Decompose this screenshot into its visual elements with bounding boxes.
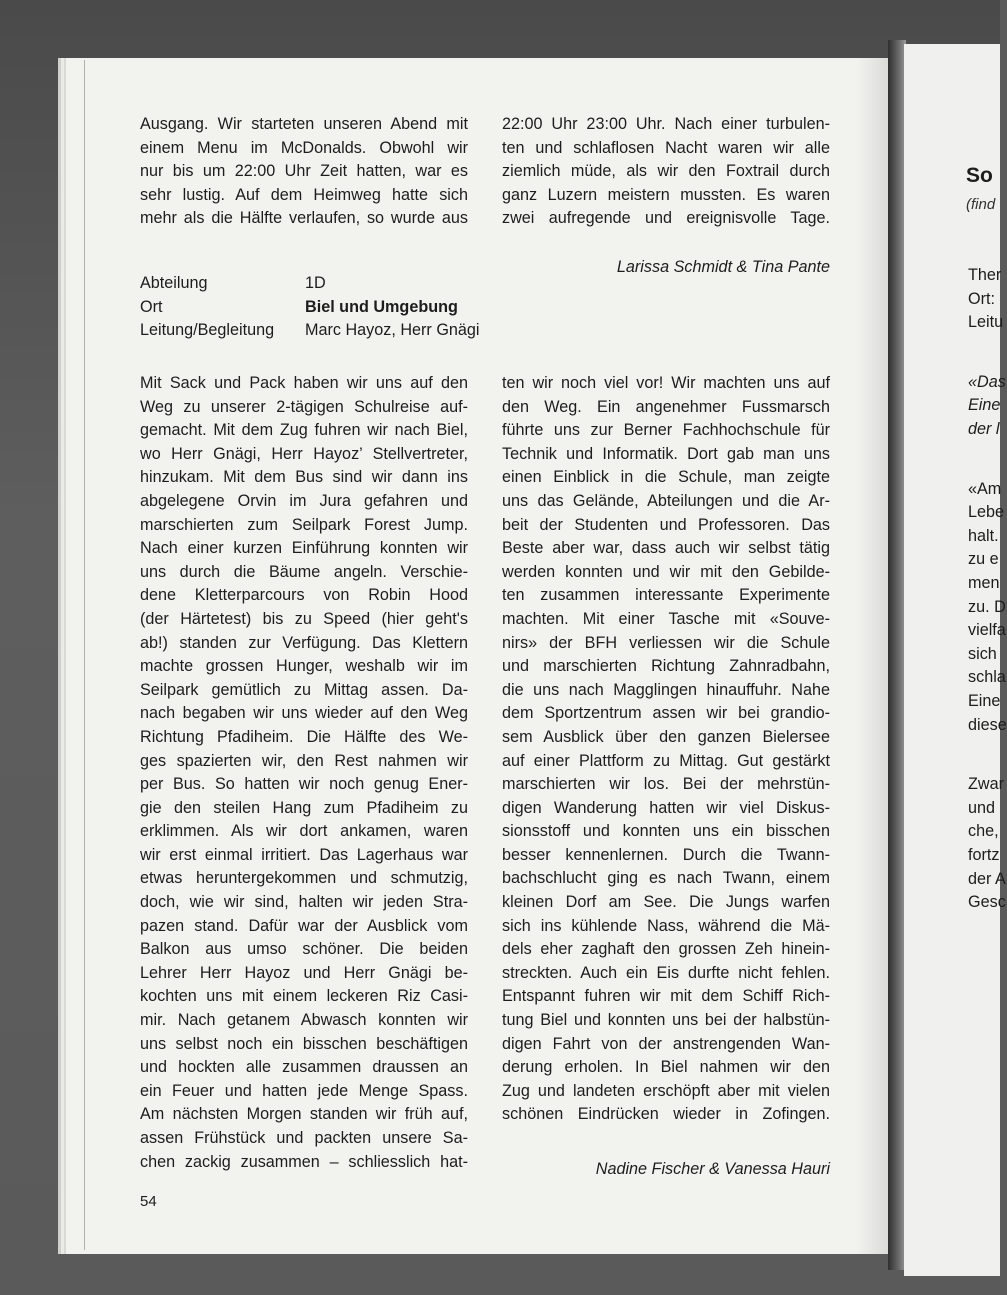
text-line: zwei aufregende und ereignisvolle Tage. bbox=[502, 209, 830, 228]
text-line: Seilpark gemütlich zu Mittag assen. Da- bbox=[140, 680, 468, 699]
text-line: besser kennenlernen. Durch die Twann- bbox=[502, 845, 830, 864]
text-line: Nach einer kurzen Einführung konnten wir bbox=[140, 539, 468, 558]
text-line: abgelegene Orvin im Jura gefahren und bbox=[140, 491, 468, 510]
text-line: Weg zu unserer 2-tägigen Schulreise auf- bbox=[140, 397, 468, 416]
text-line: bachschlucht ging es nach Twann, einem bbox=[502, 869, 830, 888]
text-line: schönen Eindrücken wieder in Zofingen. bbox=[502, 1105, 830, 1124]
leitung-row bbox=[140, 319, 480, 343]
right-page-line: Lebe bbox=[968, 503, 1005, 522]
text-line: digen Wanderung hatten wir viel Diskus- bbox=[502, 798, 830, 817]
text-line: nirs» der BFH verliessen wir die Schule bbox=[502, 633, 830, 652]
right-page-line: Ther bbox=[968, 266, 1002, 284]
right-page-line: Leitu bbox=[968, 313, 1004, 332]
right-column-main bbox=[502, 372, 830, 1127]
left-column-main bbox=[140, 372, 468, 1174]
right-page-line: che, bbox=[968, 822, 999, 841]
text-line: Am nächsten Morgen standen wir früh auf, bbox=[140, 1105, 468, 1124]
text-line: (der Härtetest) bis zu Speed (hier geht's bbox=[140, 609, 468, 628]
signature-nadine-vanessa: Nadine Fischer & Vanessa Hauri bbox=[595, 1160, 830, 1178]
right-column-top bbox=[502, 113, 830, 231]
text-line: tung Biel und konnten uns bei der halbstün- bbox=[502, 1011, 830, 1030]
text-line: Ausgang. Wir starteten unseren Abend mit bbox=[140, 115, 468, 133]
text-line: kleinen Dorf am See. Die Jungs warfen bbox=[502, 893, 830, 912]
text-line: nach begaben wir uns wieder auf den Weg bbox=[140, 704, 468, 723]
text-line: den Weg. Ein angenehmer Fussmarsch bbox=[502, 397, 830, 416]
abteilung-value: 1D bbox=[305, 274, 326, 292]
text-line: ganz Luzern meistern mussten. Es waren bbox=[502, 185, 830, 204]
text-line: ten wir noch viel vor! Wir machten uns auf bbox=[502, 374, 830, 392]
abteilung-row bbox=[140, 272, 480, 296]
page-number: 54 bbox=[140, 1193, 157, 1210]
right-page-line: Gesc bbox=[968, 893, 1006, 912]
right-page-line: Eine bbox=[968, 692, 1001, 710]
text-line: 22:00 Uhr 23:00 Uhr. Nach einer turbulen- bbox=[502, 115, 830, 133]
abteilung-label: Abteilung bbox=[140, 274, 208, 292]
ort-label: Ort bbox=[140, 297, 163, 316]
text-line: gemacht. Mit dem Zug fuhren wir nach Biel, bbox=[140, 421, 468, 440]
right-page-line: der l bbox=[968, 420, 1000, 438]
ort-row bbox=[140, 296, 480, 320]
right-page-line: Eine bbox=[968, 396, 1001, 415]
text-line: pazen stand. Dafür war der Ausblick vom bbox=[140, 916, 468, 935]
page-edge bbox=[84, 60, 85, 1250]
leitung-label: Leitung/Begleitung bbox=[140, 321, 275, 340]
text-line: und hockten alle zusammen draussen an bbox=[140, 1058, 468, 1077]
text-line: marschierten zum Seilpark Forest Jump. bbox=[140, 515, 468, 534]
text-line: derung erholen. In Biel nahmen wir den bbox=[502, 1058, 830, 1077]
text-line: werden konnten und wir mit den Gebilde- bbox=[502, 562, 830, 581]
text-line: dels eher zaghaft den grossen Zeh hinein- bbox=[502, 940, 830, 959]
right-page-line: zu e bbox=[968, 550, 999, 569]
text-line: dem Sportzentrum assen wir bei grandio- bbox=[502, 704, 830, 723]
right-page-title-fragment: So bbox=[966, 164, 993, 187]
text-line: sich ins kühlende Nass, während die Mä- bbox=[502, 916, 830, 935]
text-line: Richtung Pfadiheim. Die Hälfte des We- bbox=[140, 727, 468, 746]
text-line: sem Ausblick über den ganzen Bielersee bbox=[502, 727, 830, 746]
text-line: ges spazierten wir, den Rest nahmen wir bbox=[140, 751, 468, 770]
right-page-line: zu. D bbox=[968, 597, 1006, 616]
text-line: kochten uns mit einem leckeren Riz Casi- bbox=[140, 987, 468, 1006]
text-line: sehr lustig. Auf dem Heimweg hatte sich bbox=[140, 185, 468, 204]
signature-larissa-tina: Larissa Schmidt & Tina Pante bbox=[616, 258, 830, 276]
text-line: mir. Nach getanem Abwasch konnten wir bbox=[140, 1011, 468, 1030]
right-page-line: diese bbox=[968, 715, 1007, 734]
right-page-line: schla bbox=[968, 668, 1006, 687]
text-line: Balkon aus umso schöner. Die beiden bbox=[140, 940, 468, 959]
text-line: streckten. Auch ein Eis durfte nicht fehlen. bbox=[502, 963, 830, 982]
text-line: Beste aber war, dass auch wir selbst tätig bbox=[502, 539, 830, 558]
right-page-line: Ort: bbox=[968, 289, 995, 308]
text-line: ten zusammen interessante Experimente bbox=[502, 586, 830, 605]
right-page-line: der A bbox=[968, 869, 1006, 888]
text-line: ziemlich müde, als wir den Foxtrail durch bbox=[502, 162, 830, 181]
text-line: dene Kletterparcours von Robin Hood bbox=[140, 586, 468, 605]
ort-value: Biel und Umgebung bbox=[305, 297, 458, 316]
text-line: mehr als die Hälfte verlaufen, so wurde aus bbox=[140, 209, 468, 228]
text-line: sionsstoff und konnten uns ein bisschen bbox=[502, 822, 830, 841]
right-page-line: Zwar bbox=[968, 775, 1004, 794]
right-page-line: vielfa bbox=[968, 621, 1006, 640]
text-line: ein Feuer und hatten jede Menge Spass. bbox=[140, 1081, 468, 1100]
text-line: Entspannt fuhren wir mit dem Schiff Rich- bbox=[502, 987, 830, 1006]
text-line: uns das Gelände, Abteilungen und die Ar- bbox=[502, 491, 830, 510]
text-line: per Bus. So hatten wir noch genug Ener- bbox=[140, 775, 468, 794]
right-page-line: und bbox=[968, 798, 996, 817]
text-line: Technik und Informatik. Dort gab man uns bbox=[502, 444, 830, 463]
text-line: chen zackig zusammen – schliesslich hat- bbox=[140, 1152, 468, 1171]
text-line: etwas heruntergekommen und schmutzig, bbox=[140, 869, 468, 888]
text-line: uns durch die Bäume angeln. Verschie- bbox=[140, 562, 468, 581]
text-line: die uns nach Magglingen hinauffuhr. Nahe bbox=[502, 680, 830, 699]
text-line: und marschierten Richtung Zahnradbahn, bbox=[502, 657, 830, 676]
leitung-value: Marc Hayoz, Herr Gnägi bbox=[305, 321, 480, 340]
text-line: ten und schlaflosen Nacht waren wir alle bbox=[502, 138, 830, 157]
text-line: beit der Studenten und Professoren. Das bbox=[502, 515, 830, 534]
text-line: Mit Sack und Pack haben wir uns auf den bbox=[140, 374, 468, 392]
left-column-top bbox=[140, 113, 468, 231]
text-line: machte grossen Hunger, weshalb wir im bbox=[140, 657, 468, 676]
text-line: machten. Mit einer Tasche mit «Souve- bbox=[502, 609, 830, 628]
text-line: Zug und landeten erschöpft aber mit vielen bbox=[502, 1081, 830, 1100]
text-line: hinzukam. Mit dem Bus sind wir dann ins bbox=[140, 468, 468, 487]
text-line: ab!) standen zur Verfügung. Das Klettern bbox=[140, 633, 468, 652]
text-line: wo Herr Gnägi, Herr Hayoz’ Stellvertreter, bbox=[140, 444, 468, 463]
right-page-subtitle-fragment: (find bbox=[966, 196, 996, 213]
text-line: digen Fahrt von der anstrengenden Wan- bbox=[502, 1034, 830, 1053]
right-page-line: «Am bbox=[968, 479, 1002, 498]
class-info-block bbox=[140, 272, 480, 343]
text-line: einen Einblick in die Schule, man zeigte bbox=[502, 468, 830, 487]
text-line: gie den steilen Hang zum Pfadiheim zu bbox=[140, 798, 468, 817]
text-line: nur bis um 22:00 Uhr Zeit hatten, war es bbox=[140, 162, 468, 181]
text-line: doch, wie wir sind, halten wir jeden Stra- bbox=[140, 893, 468, 912]
text-line: auf einer Plattform zu Mittag. Gut gestärkt bbox=[502, 751, 830, 770]
text-line: assen Frühstück und packten unsere Sa- bbox=[140, 1129, 468, 1147]
right-page-line: «Das bbox=[968, 372, 1006, 391]
right-page-line: fortz bbox=[968, 846, 1000, 864]
text-line: wir erst einmal irritiert. Das Lagerhaus war bbox=[140, 845, 468, 864]
text-line: einem Menu im McDonalds. Obwohl wir bbox=[140, 138, 468, 157]
right-page-line: sich bbox=[968, 644, 997, 663]
text-line: erklimmen. Als wir dort ankamen, waren bbox=[140, 822, 468, 841]
text-line: führte uns zur Berner Fachhochschule für bbox=[502, 421, 830, 440]
right-page bbox=[904, 44, 1007, 1276]
text-line: uns selbst noch ein bisschen beschäftigen bbox=[140, 1034, 468, 1053]
text-line: marschierten wir los. Bei der mehrstün- bbox=[502, 775, 830, 794]
text-line: Lehrer Herr Hayoz und Herr Gnägi be- bbox=[140, 963, 468, 982]
right-page-line: men bbox=[968, 574, 1000, 592]
right-page-line: halt. bbox=[968, 526, 999, 545]
